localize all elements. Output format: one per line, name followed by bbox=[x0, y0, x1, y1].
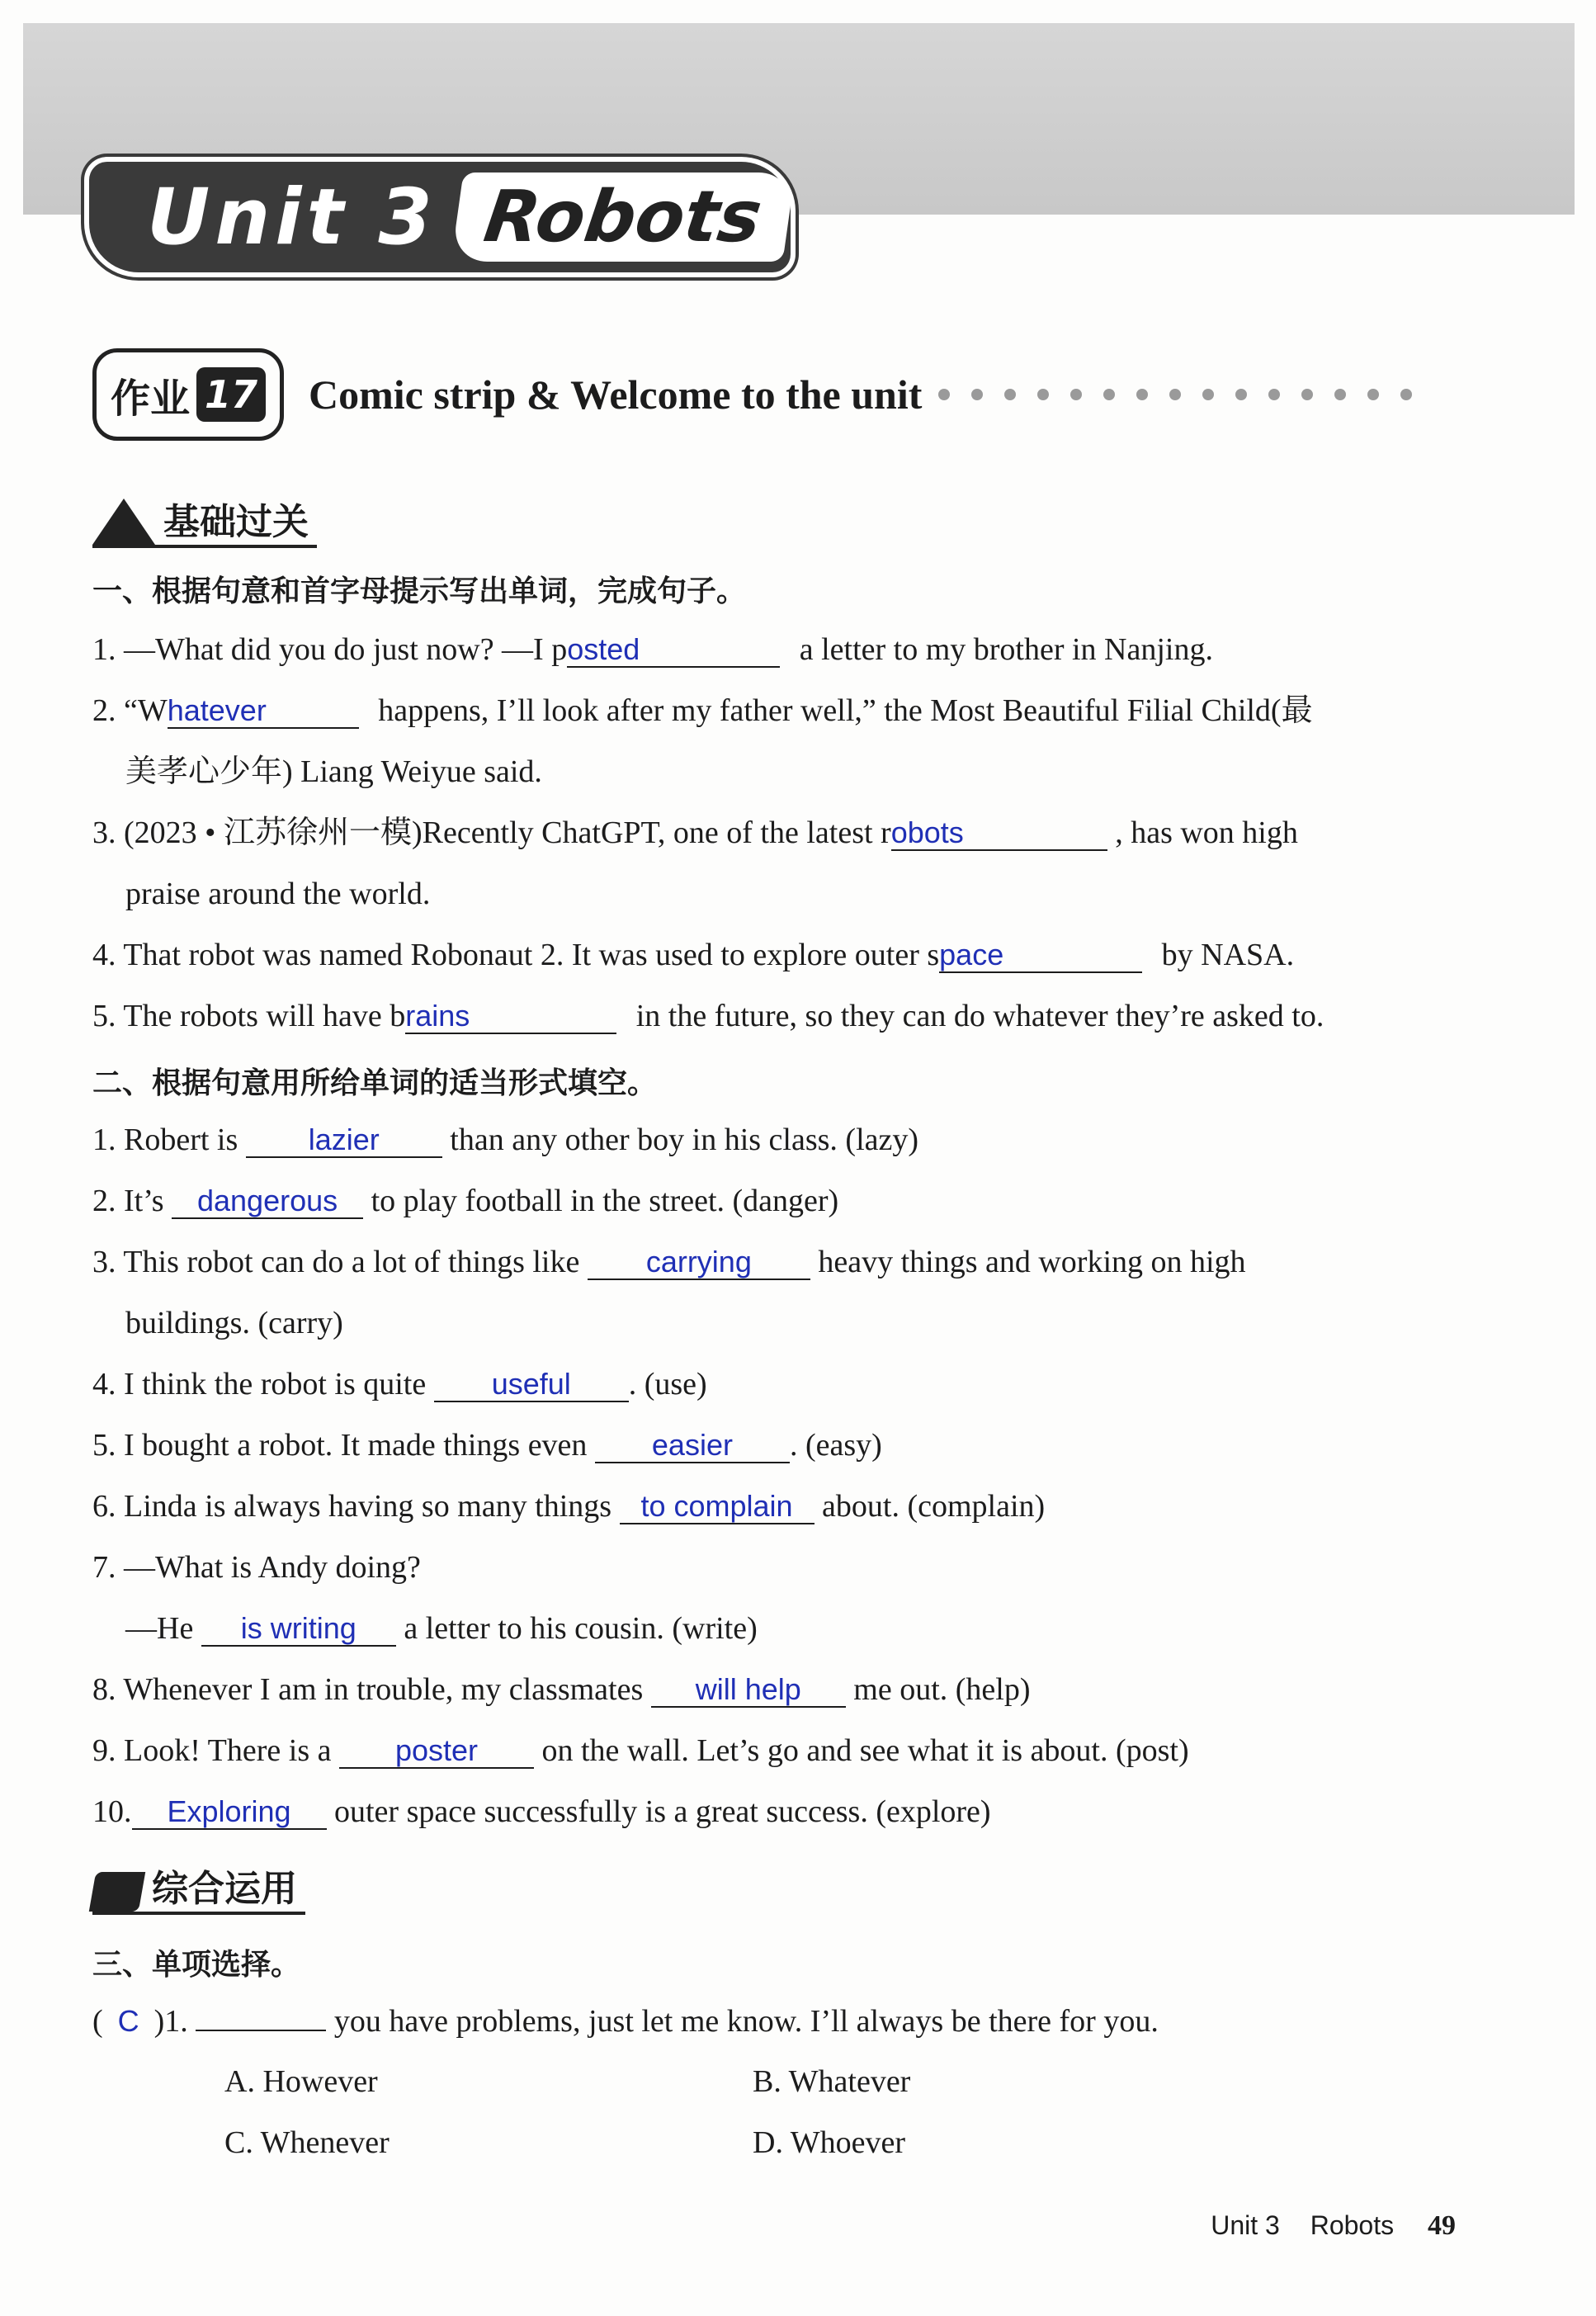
part2-instruction: 二、根据句意用所给单词的适当形式填空。 bbox=[92, 1066, 658, 1100]
page-footer bbox=[1211, 2210, 1456, 2242]
p1-item-4: 4. That robot was named Robonaut 2. It was used to explore outer space by NASA. bbox=[92, 938, 1295, 972]
answer-blank[interactable]: is writing bbox=[201, 1612, 396, 1647]
footer-topic: Robots bbox=[1310, 2210, 1395, 2240]
p2-item-3: 3. This robot can do a lot of things like carrying heavy things and working on high bbox=[92, 1245, 1246, 1279]
homework-badge bbox=[92, 348, 284, 441]
p2-item-1: 1. Robert is lazier than any other boy in his class. (lazy) bbox=[92, 1123, 919, 1157]
p2-item-5: 5. I bought a robot. It made things even easier . (easy) bbox=[92, 1428, 882, 1463]
answer-blank[interactable]: lazier bbox=[246, 1123, 442, 1158]
answer-blank[interactable]: carrying bbox=[588, 1245, 810, 1280]
answer-blank[interactable]: obots bbox=[891, 816, 1107, 851]
answer-blank[interactable]: to complain bbox=[620, 1490, 815, 1524]
answer-blank[interactable]: will help bbox=[651, 1673, 846, 1708]
p2-item-2: 2. It’s dangerous to play football in the street. (danger) bbox=[92, 1184, 839, 1218]
unit-banner bbox=[89, 162, 791, 272]
answer-blank[interactable]: dangerous bbox=[172, 1184, 363, 1219]
unit-number: 3 bbox=[378, 172, 432, 262]
option-b[interactable]: B. Whatever bbox=[753, 2064, 911, 2099]
homework-header bbox=[92, 345, 1412, 444]
answer-blank[interactable]: osted bbox=[567, 633, 780, 668]
p2-item-7-answer: —He is writing a letter to his cousin. (write) bbox=[125, 1611, 758, 1646]
homework-label: 作业 bbox=[110, 375, 190, 422]
mc-blank bbox=[196, 2030, 326, 2031]
p2-item-4: 4. I think the robot is quite useful . (use) bbox=[92, 1367, 707, 1401]
p2-item-6: 6. Linda is always having so many things to complain about. (complain) bbox=[92, 1489, 1046, 1524]
section-basic bbox=[92, 492, 317, 548]
section-basic-label: 基础过关 bbox=[163, 501, 309, 543]
footer-unit: Unit 3 bbox=[1211, 2210, 1280, 2240]
answer-blank[interactable]: poster bbox=[339, 1734, 534, 1769]
answer-blank[interactable]: Exploring bbox=[132, 1795, 327, 1830]
answer-blank[interactable]: pace bbox=[939, 938, 1142, 973]
option-c[interactable]: C. Whenever bbox=[224, 2125, 390, 2160]
p2-item-3-cont: buildings. (carry) bbox=[125, 1306, 343, 1340]
page-number: 49 bbox=[1428, 2210, 1456, 2241]
block-icon bbox=[89, 1872, 145, 1912]
part1-instruction: 一、根据句意和首字母提示写出单词，完成句子。 bbox=[92, 574, 747, 608]
p2-item-8: 8. Whenever I am in trouble, my classmates will help me out. (help) bbox=[92, 1672, 1031, 1707]
unit-topic: Robots bbox=[451, 173, 795, 262]
part3-instruction: 三、单项选择。 bbox=[92, 1948, 301, 1982]
p1-item-2: 2. “Whatever happens, I’ll look after my father well,” the Most Beautiful Filial Child(最 bbox=[92, 693, 1313, 728]
section-comprehensive-label: 综合运用 bbox=[152, 1868, 297, 1910]
answer-blank[interactable]: easier bbox=[595, 1429, 790, 1463]
p1-item-2-cont: 美孝心少年) Liang Weiyue said. bbox=[125, 754, 542, 789]
homework-title: Comic strip & Welcome to the unit bbox=[309, 371, 923, 418]
p1-item-3: 3. (2023 • 江苏徐州一模)Recently ChatGPT, one of the latest robots , has won high bbox=[92, 815, 1298, 850]
p1-item-1: 1. —What did you do just now? —I posted a letter to my brother in Nanjing. bbox=[92, 632, 1213, 667]
option-d[interactable]: D. Whoever bbox=[753, 2125, 906, 2160]
p1-item-5: 5. The robots will have brains in the future, so they can do whatever they’re asked to. bbox=[92, 999, 1324, 1033]
unit-word: Unit bbox=[147, 172, 349, 262]
homework-number: 17 bbox=[196, 367, 266, 422]
answer-blank[interactable]: rains bbox=[405, 1000, 616, 1034]
answer-blank[interactable]: useful bbox=[434, 1368, 629, 1402]
triangle-icon bbox=[92, 499, 155, 545]
mc-question-1: ( C )1. you have problems, just let me know. I’ll always be there for you. bbox=[92, 2004, 1159, 2039]
p2-item-9: 9. Look! There is a poster on the wall. Let’s go and see what it is about. (post) bbox=[92, 1733, 1189, 1768]
section-comprehensive bbox=[92, 1859, 305, 1915]
p2-item-7: 7. —What is Andy doing? bbox=[92, 1550, 421, 1585]
p1-item-3-cont: praise around the world. bbox=[125, 877, 431, 911]
mc-answer[interactable]: C bbox=[117, 2004, 139, 2038]
option-a[interactable]: A. However bbox=[224, 2064, 378, 2099]
answer-blank[interactable]: hatever bbox=[168, 694, 359, 729]
p2-item-10: 10. Exploring outer space successfully is a great success. (explore) bbox=[92, 1794, 991, 1829]
dot-divider bbox=[938, 389, 1412, 400]
